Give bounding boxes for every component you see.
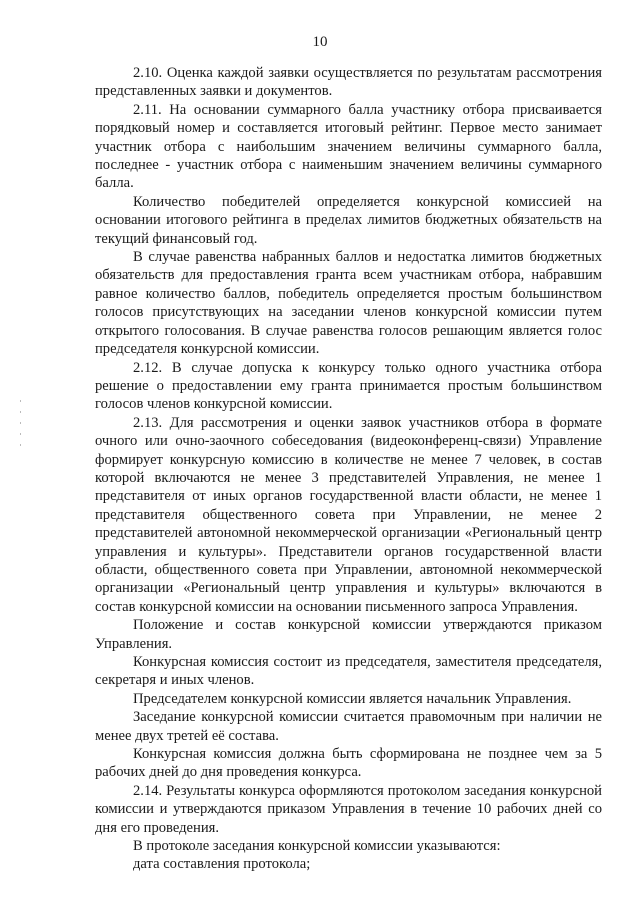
paragraph-protocol-contents: В протоколе заседания конкурсной комиссии указываются:: [133, 838, 501, 855]
paragraph-2-10: 2.10. Оценка каждой заявки осуществляется по результатам рассмотрения представленных заявки и документов.: [95, 65, 602, 100]
scan-mark: [20, 422, 21, 424]
document-body: [95, 64, 602, 874]
paragraph-2-14: 2.14. Результаты конкурса оформляются протоколом заседания конкурсной комиссии и утверждаются приказом Управления в течение 10 рабочих дней со дня его проведения.: [95, 782, 602, 836]
paragraph-equal-scores: В случае равенства набранных баллов и недостатка лимитов бюджетных обязательств для предоставления гранта всем участникам отбора, набравшим равное количество баллов, победитель определяется простым большинством голосов присутствующих на заседании членов конкурсной комиссии путем открытого голосования. В случае равенства голосов решающим является голос председателя конкурсной комиссии.: [95, 249, 602, 358]
paragraph-commission-composition: Конкурсная комиссия состоит из председателя, заместителя председателя, секретаря и иных членов.: [95, 654, 602, 689]
paragraph-2-11: 2.11. На основании суммарного балла участнику отбора присваивается порядковый номер и составляется итоговый рейтинг. Первое место занимает участник отбора с наибольшим значением величины суммарного балла, последнее - участник отбора с наименьшим значением величины суммарного балла.: [95, 101, 602, 192]
paragraph-commission-chairman: Председателем конкурсной комиссии является начальник Управления.: [133, 690, 572, 707]
scan-mark: [20, 400, 21, 402]
paragraph-2-13: 2.13. Для рассмотрения и оценки заявок участников отбора в формате очного или очно-заочного собеседования (видеоконференц-связи) Управление формирует конкурсную комиссию в количестве не менее 7 человек, в состав которой включаются не менее 3 представителей Управления, не менее 1 представителя от иных органов государственной власти области, не менее 1 представителя общественного совета при Управлении, не менее 2 представителей автономной некоммерческой организации «Региональный центр управления и культуры». Представители органов государственной власти области, общественного совета при Управлении, автономной некоммерческой организации «Региональный центр управления и культуры» включаются в состав конкурсной комиссии на основании письменного запроса Управления.: [95, 414, 602, 615]
paragraph-commission-regulation: Положение и состав конкурсной комиссии утверждаются приказом Управления.: [95, 617, 602, 652]
paragraph-commission-formation-deadline: Конкурсная комиссия должна быть сформирована не позднее чем за 5 рабочих дней до дня проведения конкурса.: [95, 746, 602, 781]
page-number: 10: [312, 34, 328, 50]
scan-margin-marks: [20, 400, 22, 470]
paragraph-commission-quorum: Заседание конкурсной комиссии считается правомочным при наличии не менее двух третей её состава.: [95, 709, 602, 744]
scan-mark: [20, 411, 21, 413]
paragraph-2-12: 2.12. В случае допуска к конкурсу только одного участника отбора решение о предоставлении ему гранта принимается простым большинством голосов членов конкурсной комиссии.: [95, 359, 602, 413]
scan-mark: [20, 433, 21, 435]
paragraph-protocol-date: дата составления протокола;: [133, 856, 311, 873]
paragraph-winners-count: Количество победителей определяется конкурсной комиссией на основании итогового рейтинга в пределах лимитов бюджетных обязательств на текущий финансовый год.: [95, 193, 602, 247]
scan-mark: [20, 444, 21, 446]
